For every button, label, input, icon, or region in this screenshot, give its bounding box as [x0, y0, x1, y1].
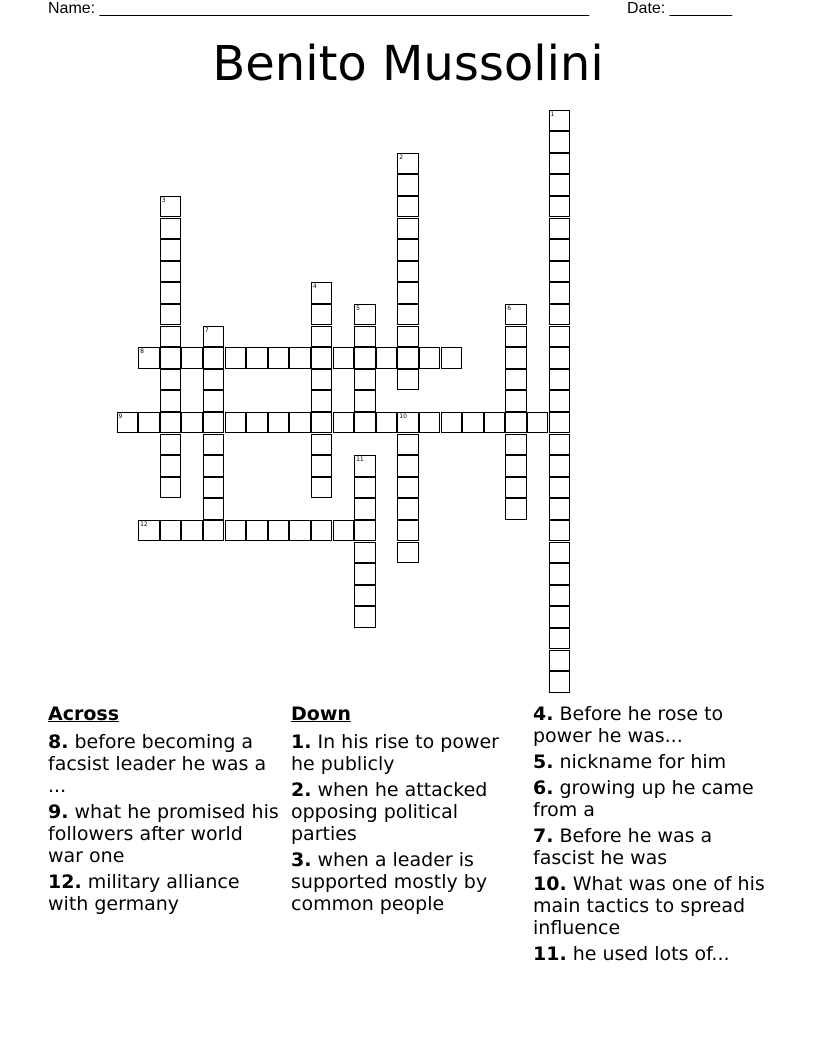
- crossword-cell[interactable]: [505, 477, 527, 499]
- cell-number: 11: [356, 456, 364, 464]
- crossword-cell[interactable]: [311, 347, 333, 369]
- crossword-cell[interactable]: [203, 390, 225, 412]
- clue-text: when a leader is supported mostly by common people: [291, 849, 488, 915]
- clue-item: [48, 871, 280, 915]
- crossword-cell[interactable]: [203, 412, 225, 434]
- down-heading: Down: [291, 703, 351, 725]
- crossword-cell[interactable]: [505, 369, 527, 391]
- crossword-cell[interactable]: [203, 369, 225, 391]
- crossword-cell[interactable]: [397, 542, 419, 564]
- crossword-cell[interactable]: [203, 498, 225, 520]
- clue-text: before becoming a facsist leader he was a ...: [48, 731, 267, 797]
- crossword-cell[interactable]: [311, 477, 333, 499]
- crossword-cell[interactable]: [311, 434, 333, 456]
- crossword-cell[interactable]: [397, 239, 419, 261]
- crossword-cell[interactable]: [246, 347, 268, 369]
- crossword-cell[interactable]: [203, 455, 225, 477]
- crossword-cell[interactable]: [549, 606, 571, 628]
- crossword-cell[interactable]: [549, 131, 571, 153]
- crossword-cell[interactable]: [268, 347, 290, 369]
- crossword-cell[interactable]: [549, 585, 571, 607]
- crossword-cell[interactable]: [160, 455, 182, 477]
- crossword-cell[interactable]: [225, 347, 247, 369]
- crossword-cell[interactable]: [354, 455, 376, 477]
- crossword-cell[interactable]: [397, 434, 419, 456]
- crossword-cell[interactable]: [354, 326, 376, 348]
- name-line[interactable]: Name: _______________________________________________________: [48, 0, 589, 17]
- crossword-cell[interactable]: [484, 412, 506, 434]
- crossword-cell[interactable]: [505, 347, 527, 369]
- crossword-cell[interactable]: [354, 563, 376, 585]
- crossword-cell[interactable]: [397, 196, 419, 218]
- crossword-cell[interactable]: [527, 412, 549, 434]
- crossword-cell[interactable]: [549, 261, 571, 283]
- crossword-cell[interactable]: [505, 412, 527, 434]
- crossword-cell[interactable]: [333, 520, 355, 542]
- crossword-cell[interactable]: [376, 347, 398, 369]
- clue-item: [533, 777, 773, 821]
- crossword-cell[interactable]: [441, 412, 463, 434]
- crossword-cell[interactable]: [549, 650, 571, 672]
- crossword-cell[interactable]: [549, 412, 571, 434]
- crossword-cell[interactable]: [203, 326, 225, 348]
- crossword-cell[interactable]: [397, 347, 419, 369]
- crossword-cell[interactable]: [246, 412, 268, 434]
- clue-text: when he attacked opposing political parties: [291, 779, 488, 845]
- crossword-cell[interactable]: [549, 369, 571, 391]
- clue-item: [533, 751, 773, 773]
- clue-item: [291, 849, 523, 915]
- clue-number: 8.: [48, 731, 69, 753]
- clue-text: Before he was a fascist he was: [533, 825, 713, 869]
- crossword-cell[interactable]: [311, 304, 333, 326]
- clue-item: [48, 801, 280, 867]
- clue-text: he used lots of...: [566, 943, 730, 965]
- clue-number: 10.: [533, 873, 567, 895]
- crossword-cell[interactable]: [311, 520, 333, 542]
- crossword-cell[interactable]: [311, 369, 333, 391]
- crossword-cell[interactable]: [397, 174, 419, 196]
- clue-number: 9.: [48, 801, 69, 823]
- across-list: [48, 731, 280, 915]
- crossword-cell[interactable]: [333, 412, 355, 434]
- crossword-cell[interactable]: [160, 347, 182, 369]
- crossword-cell[interactable]: [549, 326, 571, 348]
- crossword-cell[interactable]: [311, 326, 333, 348]
- crossword-cell[interactable]: [160, 390, 182, 412]
- crossword-cell[interactable]: [160, 369, 182, 391]
- crossword-cell[interactable]: [549, 282, 571, 304]
- cell-number: 2: [399, 153, 404, 161]
- crossword-cell[interactable]: [354, 477, 376, 499]
- crossword-cell[interactable]: [505, 390, 527, 412]
- crossword-cell[interactable]: [549, 520, 571, 542]
- down-list: [291, 731, 523, 915]
- clue-number: 12.: [48, 871, 82, 893]
- crossword-cell[interactable]: [311, 282, 333, 304]
- clue-text: what he promised his followers after world war one: [48, 801, 279, 867]
- crossword-cell[interactable]: [505, 304, 527, 326]
- crossword-cell[interactable]: [225, 412, 247, 434]
- crossword-cell[interactable]: [397, 218, 419, 240]
- crossword-cell[interactable]: [397, 477, 419, 499]
- cell-number: 3: [161, 196, 166, 204]
- crossword-cell[interactable]: [160, 520, 182, 542]
- crossword-cell[interactable]: [397, 455, 419, 477]
- clue-number: 2.: [291, 779, 312, 801]
- crossword-cell[interactable]: [117, 412, 139, 434]
- clue-number: 6.: [533, 777, 554, 799]
- cell-number: 4: [312, 283, 317, 291]
- crossword-cell[interactable]: [268, 520, 290, 542]
- cell-number: 1: [550, 110, 555, 118]
- crossword-cell[interactable]: [311, 412, 333, 434]
- crossword-cell[interactable]: [354, 390, 376, 412]
- clue-text: Before he rose to power he was...: [533, 703, 724, 747]
- cell-number: 10: [399, 412, 407, 420]
- crossword-cell[interactable]: [289, 520, 311, 542]
- clue-item: [533, 825, 773, 869]
- crossword-cell[interactable]: [549, 542, 571, 564]
- crossword-cell[interactable]: [203, 347, 225, 369]
- crossword-cell[interactable]: [549, 196, 571, 218]
- crossword-cell[interactable]: [376, 412, 398, 434]
- clue-number: 5.: [533, 751, 554, 773]
- clue-number: 4.: [533, 703, 554, 725]
- across-heading: Across: [48, 703, 120, 725]
- clue-item: [291, 779, 523, 845]
- clue-text: What was one of his main tactics to spread influence: [533, 873, 765, 939]
- crossword-cell[interactable]: [160, 412, 182, 434]
- clue-item: [533, 873, 773, 939]
- crossword-cell[interactable]: [225, 520, 247, 542]
- crossword-cell[interactable]: [397, 520, 419, 542]
- crossword-cell[interactable]: [505, 498, 527, 520]
- clue-text: In his rise to power he publicly: [291, 731, 499, 775]
- crossword-cell[interactable]: [354, 498, 376, 520]
- down-list-continued: [533, 703, 773, 965]
- cell-number: 5: [356, 304, 360, 312]
- cell-number: 8: [140, 348, 144, 356]
- crossword-cell[interactable]: [160, 282, 182, 304]
- crossword-cell[interactable]: [419, 347, 441, 369]
- crossword-cell[interactable]: [549, 239, 571, 261]
- crossword-cell[interactable]: [397, 326, 419, 348]
- crossword-cell[interactable]: [505, 326, 527, 348]
- crossword-cell[interactable]: [354, 347, 376, 369]
- crossword-cell[interactable]: [397, 498, 419, 520]
- crossword-cell[interactable]: [549, 498, 571, 520]
- crossword-cell[interactable]: [354, 520, 376, 542]
- crossword-cell[interactable]: [160, 196, 182, 218]
- crossword-cell[interactable]: [354, 412, 376, 434]
- clue-item: [533, 943, 773, 965]
- crossword-cell[interactable]: [419, 412, 441, 434]
- crossword-cell[interactable]: [138, 412, 160, 434]
- crossword-cell[interactable]: [397, 304, 419, 326]
- down-clues: [291, 703, 523, 919]
- clue-item: [291, 731, 523, 775]
- crossword-cell[interactable]: [160, 304, 182, 326]
- crossword-cell[interactable]: [549, 390, 571, 412]
- crossword-cell[interactable]: [160, 218, 182, 240]
- crossword-cell[interactable]: [549, 218, 571, 240]
- crossword-cell[interactable]: [505, 434, 527, 456]
- clue-item: [48, 731, 280, 797]
- crossword-cell[interactable]: [441, 347, 463, 369]
- crossword-cell[interactable]: [160, 326, 182, 348]
- crossword-cell[interactable]: [549, 304, 571, 326]
- crossword-cell[interactable]: [549, 455, 571, 477]
- cell-number: 12: [140, 520, 148, 528]
- crossword-cell[interactable]: [138, 347, 160, 369]
- crossword-cell[interactable]: [549, 563, 571, 585]
- crossword-cell[interactable]: [333, 347, 355, 369]
- crossword-cell[interactable]: [397, 261, 419, 283]
- crossword-cell[interactable]: [354, 585, 376, 607]
- date-line[interactable]: Date: _______: [627, 0, 732, 17]
- crossword-cell[interactable]: [549, 628, 571, 650]
- crossword-cell[interactable]: [397, 412, 419, 434]
- crossword-cell[interactable]: [397, 369, 419, 391]
- crossword-cell[interactable]: [354, 304, 376, 326]
- crossword-cell[interactable]: [549, 153, 571, 175]
- crossword-cell[interactable]: [549, 347, 571, 369]
- crossword-cell[interactable]: [203, 520, 225, 542]
- crossword-cell[interactable]: [549, 477, 571, 499]
- crossword-cell[interactable]: [462, 412, 484, 434]
- clue-text: nickname for him: [553, 751, 727, 773]
- crossword-cell[interactable]: [354, 542, 376, 564]
- cell-number: 6: [507, 304, 512, 312]
- crossword-cell[interactable]: [181, 520, 203, 542]
- cell-number: 9: [118, 412, 123, 420]
- crossword-cell[interactable]: [160, 434, 182, 456]
- crossword-cell[interactable]: [160, 239, 182, 261]
- down-clues-continued: [533, 703, 773, 969]
- across-clues: [48, 703, 280, 919]
- page-title: Benito Mussolini: [212, 36, 604, 92]
- crossword-cell[interactable]: [289, 412, 311, 434]
- crossword-cell[interactable]: [246, 520, 268, 542]
- clue-number: 7.: [533, 825, 554, 847]
- crossword-cell[interactable]: [203, 434, 225, 456]
- clue-number: 11.: [533, 943, 567, 965]
- crossword-cell[interactable]: [549, 671, 571, 693]
- cell-number: 7: [204, 326, 209, 334]
- crossword-cell[interactable]: [354, 369, 376, 391]
- clue-item: [533, 703, 773, 747]
- clue-text: growing up he came from a: [533, 777, 754, 821]
- crossword-cell[interactable]: [160, 261, 182, 283]
- crossword-cell[interactable]: [160, 477, 182, 499]
- clue-number: 1.: [291, 731, 312, 753]
- crossword-cell[interactable]: [203, 477, 225, 499]
- clue-number: 3.: [291, 849, 312, 871]
- crossword-cell[interactable]: [397, 282, 419, 304]
- crossword-cell[interactable]: [138, 520, 160, 542]
- crossword-cell[interactable]: [505, 455, 527, 477]
- crossword-cell[interactable]: [289, 347, 311, 369]
- crossword-cell[interactable]: [354, 606, 376, 628]
- crossword-cell[interactable]: [549, 174, 571, 196]
- crossword-cell[interactable]: [268, 412, 290, 434]
- crossword-cell[interactable]: [549, 434, 571, 456]
- crossword-cell[interactable]: [311, 455, 333, 477]
- crossword-cell[interactable]: [549, 110, 571, 132]
- crossword-cell[interactable]: [311, 390, 333, 412]
- crossword-cell[interactable]: [181, 347, 203, 369]
- crossword-cell[interactable]: [181, 412, 203, 434]
- crossword-cell[interactable]: [397, 153, 419, 175]
- clue-text: military alliance with germany: [48, 871, 240, 915]
